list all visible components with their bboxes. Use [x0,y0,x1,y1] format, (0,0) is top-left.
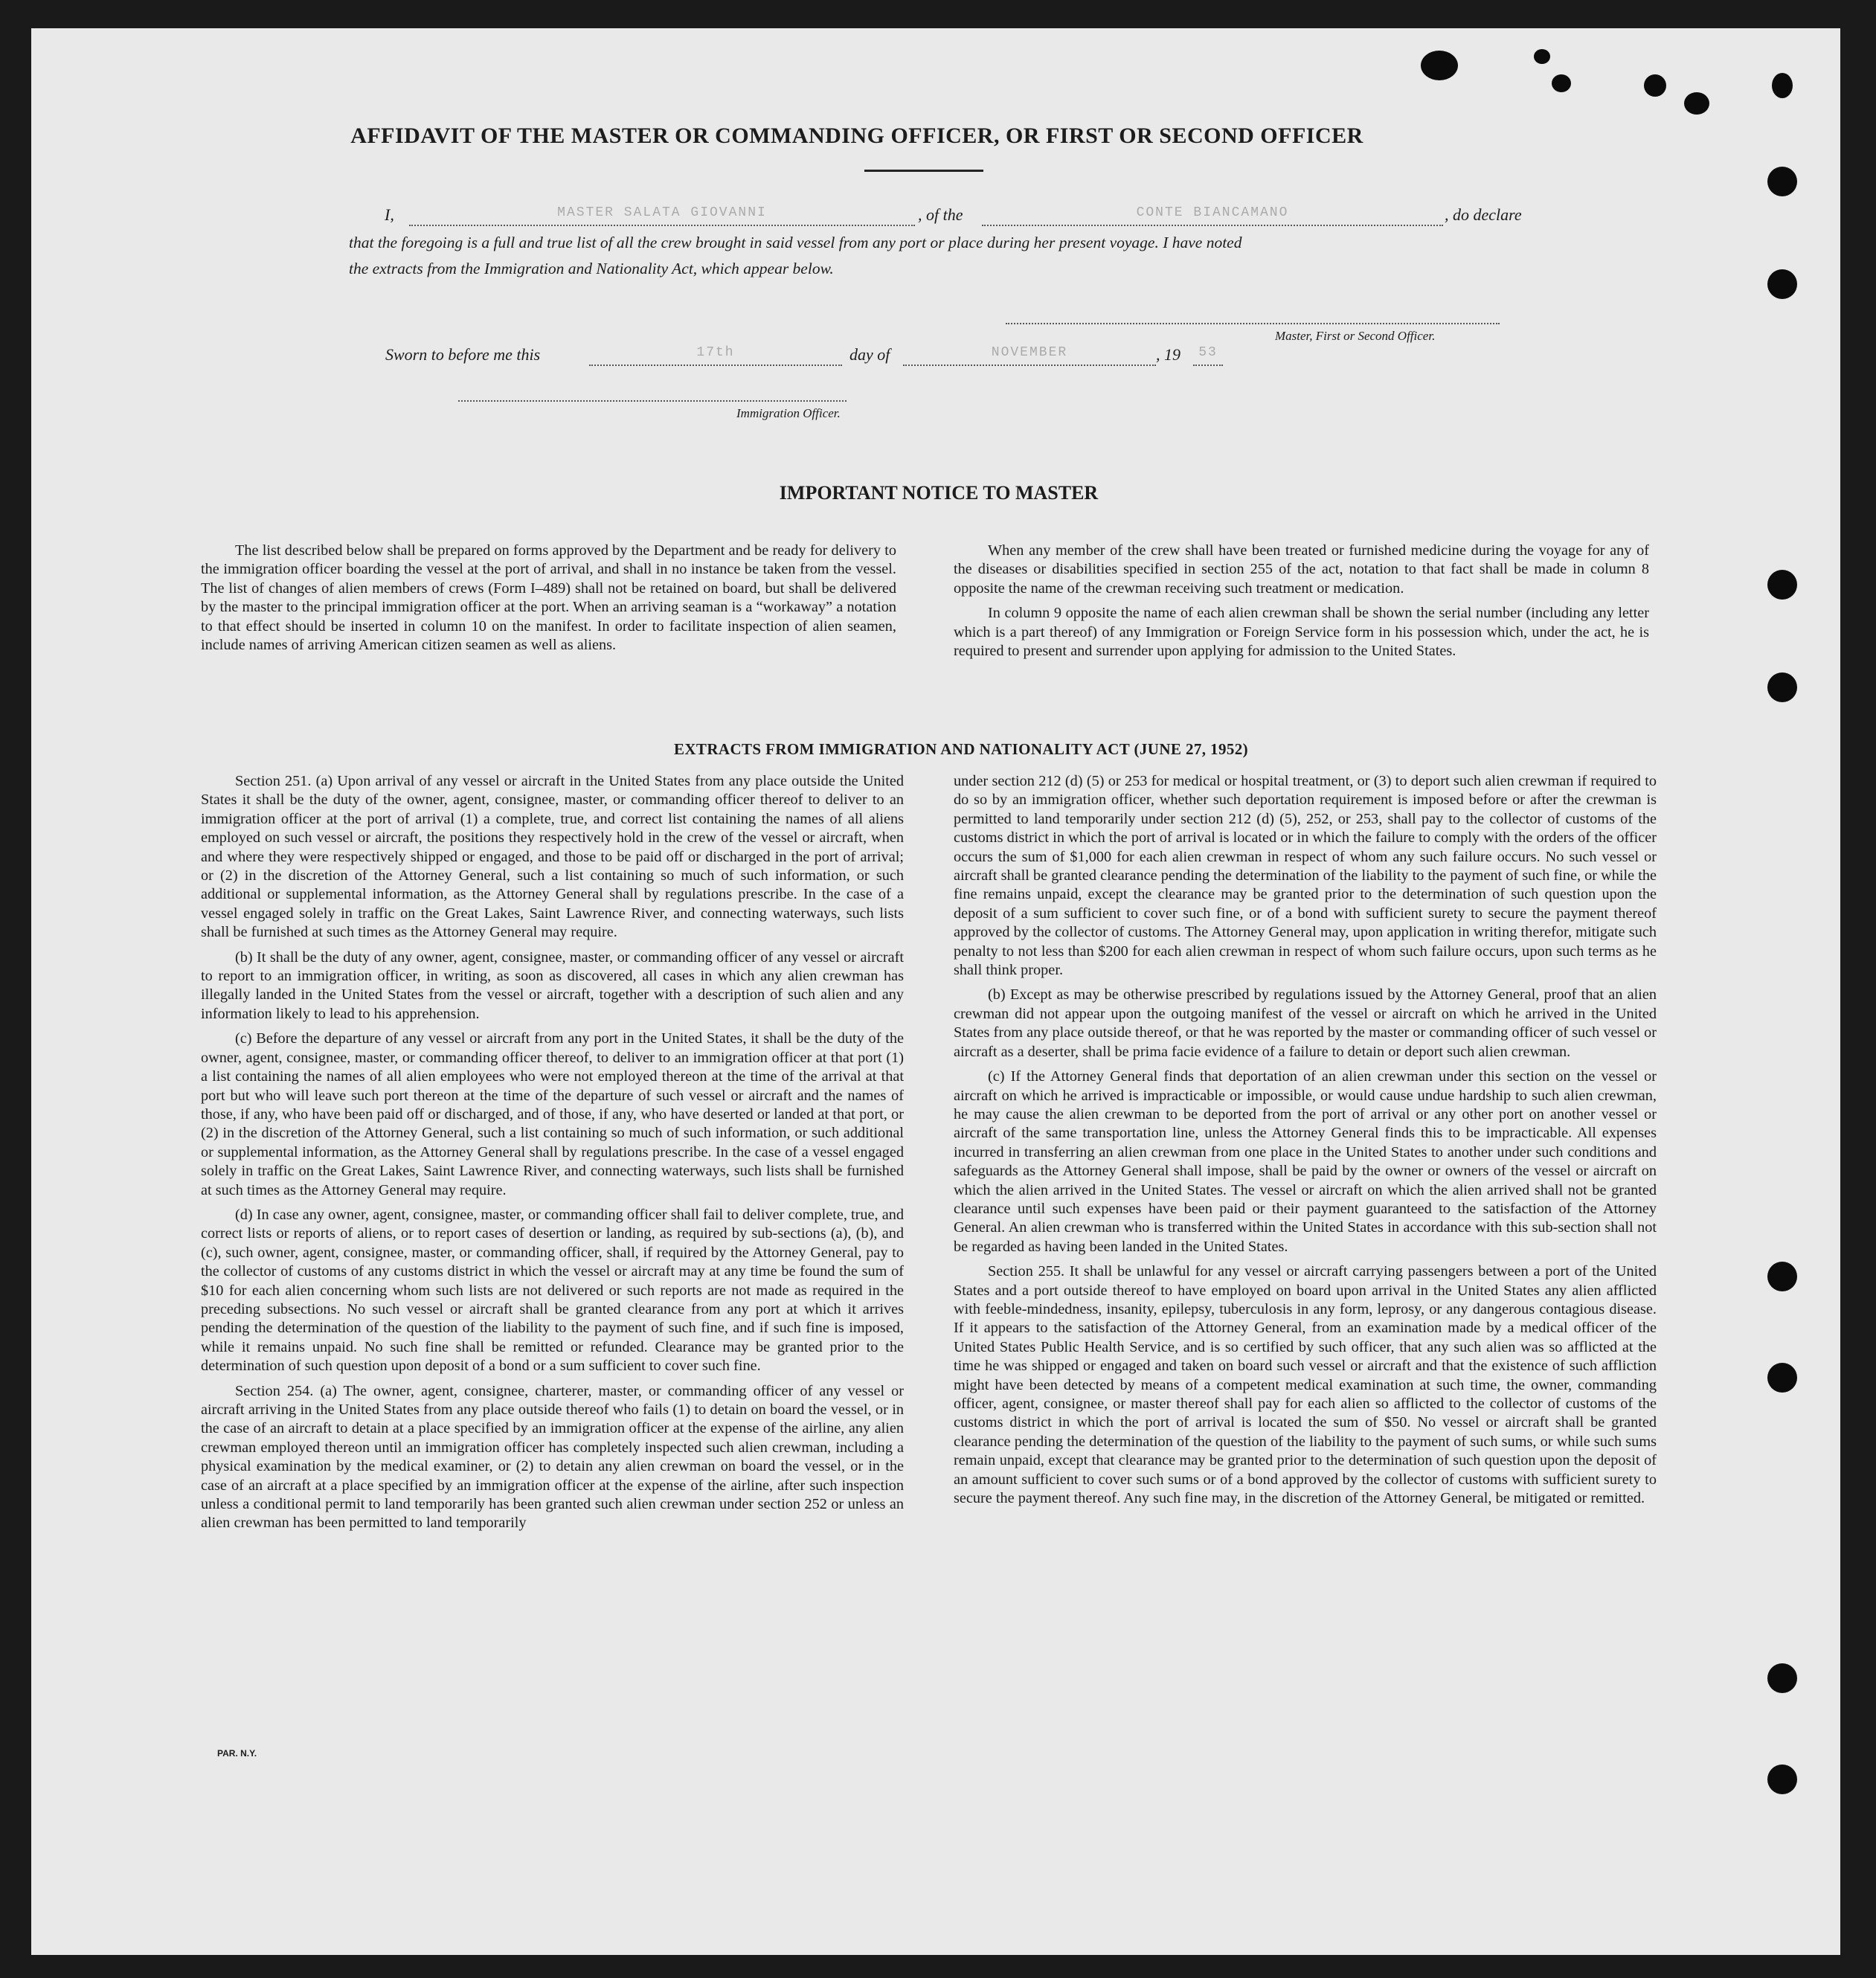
notice-right-paragraph-1: When any member of the crew shall have been treated or furnished medicine during the voyage for any of the diseases or disabilities specified in section 255 of the act, notation to that fact shall be made in column 8 opposite the name of the crewman receiving such treatment or medication. [954,542,1649,597]
sworn-label: Sworn to before me this [385,345,541,364]
section-254c: (c) If the Attorney General finds that deportation of an alien crewman under this section on the vessel or aircraft on which he arrived is impracticable or impossible, or would cause undue hardship to such alien crewman, he may cause the alien crewman to be deported from the port of arrival or any other port on another vessel or aircraft of the same transportation line, unless the Attorney General finds this to be impracticable. All expenses incurred in transferring an alien crewman from one place in the United States to another under such conditions and safeguards as the Attorney General shall impose, shall be paid by the owner or owners of the vessel or aircraft on which the alien arrived in the United States. The vessel or aircraft on which the alien arrived shall not be granted clearance until such expenses have been paid or their payment guaranteed to the satisfaction of the Attorney General. An alien crewman who is transferred within the United States in accordance with this sub-section shall not be regarded as having been landed in the United States. [954,1068,1657,1255]
year-label: , 19 [1156,345,1180,364]
vessel-name-field: CONTE BIANCAMANO [982,205,1443,226]
section-254a: Section 254. (a) The owner, agent, consignee, charterer, master, or commanding officer of any vessel or aircraft arriving in the United States from any place outside thereof who fails (1) to detain on board the vessel, or in the case of an aircraft to detain at a place specified by an immigration officer at the expense of the airline, any alien crewman employed thereon until an immigration officer has completely inspected such alien crewman, including a physical examination by the medical examiner, or (2) to detain any alien crewman on board the vessel, or in the case of an aircraft at a place specified by an immigration officer at the expense of the airline, after such inspection unless a conditional permit to land temporarily has been granted such alien crewman under section 252 or unless an alien crewman has been permitted to land temporarily [201,1382,904,1532]
ink-blot [1644,74,1666,97]
officer-signature-line [458,399,847,402]
ink-blot [1772,73,1793,98]
notice-right-paragraph-2: In column 9 opposite the name of each alien crewman shall be shown the serial number (including any letter which is a part thereof) of any Immigration or Foreign Service form in his possession which, under the act, he is required to present and surrender upon applying for admission to the United States. [954,605,1649,660]
punch-hole [1767,1765,1797,1794]
officer-signature-caption: Immigration Officer. [736,406,841,420]
punch-hole [1767,672,1797,702]
section-251a: Section 251. (a) Upon arrival of any vessel or aircraft in the United States from any place outside the United States it shall be the duty of the owner, agent, consignee, master, or commanding officer thereof to deliver to an immigration officer at the port of arrival (1) a complete, true, and correct list containing the names of all aliens employed on such vessel or aircraft, the positions they respectively hold in the crew of the vessel or aircraft, when and where they were respectively shipped or engaged, and those to be paid off or discharged in the port of arrival; or (2) in the discretion of the Attorney General, such a list containing so much of such information, or such additional or supplemental information, as the Attorney General shall by regulations prescribe. In the case of a vessel engaged solely in traffic on the Great Lakes, Saint Lawrence River, and connecting waterways, such lists shall be furnished at such times as the Attorney General may require. [201,773,904,941]
master-name-field: MASTER SALATA GIOVANNI [409,205,915,226]
ink-blot [1421,51,1458,80]
do-declare-label: , do declare [1445,205,1522,224]
title-divider [864,170,983,172]
line1-prefix: I, [385,205,394,224]
extracts-title: EXTRACTS FROM IMMIGRATION AND NATIONALITY ACT (JUNE 27, 1952) [673,740,1249,758]
document-page [31,28,1840,1955]
notice-title: IMPORTANT NOTICE TO MASTER [779,482,1099,504]
affidavit-title: AFFIDAVIT OF THE MASTER OR COMMANDING OFFICER, OR FIRST OR SECOND OFFICER [350,123,1363,148]
section-251d: (d) In case any owner, agent, consignee, master, or commanding officer shall fail to deliver complete, true, and correct lists or reports of aliens, or to report cases of desertion or landing, as required by sub-sections (a), (b), and (c), such owner, agent, consignee, master, or commanding officer, shall, if required by the Attorney General, pay to the collector of customs of any customs district in which the vessel or aircraft may at any time be found the sum of $10 for each alien concerning whom such lists are not delivered or such reports are not made as required in the preceding subsections. No such vessel or aircraft shall be granted clearance from any port at which it arrives pending the determination of the question of the liability to the payment of such fine, and if such fine is imposed, while it remains unpaid. No such fine shall be remitted or refunded. Clearance may be granted prior to the determination of such question upon deposit of a bond or a sum sufficient to cover such fine. [201,1206,904,1375]
extracts-left-column [201,772,904,1533]
punch-hole [1767,1363,1797,1393]
day-of-label: day of [849,345,890,364]
affidavit-line-2: that the foregoing is a full and true list of all the crew brought in said vessel from any port or place during her present voyage. I have noted [349,234,1242,251]
section-251c: (c) Before the departure of any vessel or aircraft from any port in the United States, it shall be the duty of the owner, agent, consignee, master, or commanding officer thereof, to deliver to an immigration officer at that port (1) a list containing the names of all alien employees who were not employed thereon at the time of the arrival at that port but who will leave such port thereon at the time of the departure of such vessel or aircraft and the names of those, if any, who have been paid off or discharged, and of those, if any, who have deserted or landed at that port, or (2) in the discretion of the Attorney General, such a list containing so much of such information, or such additional or supplemental information, as the Attorney General shall by regulations prescribe. In the case of a vessel engaged solely in traffic on the Great Lakes, Saint Lawrence River, and connecting waterways, such lists shall be furnished at such times as the Attorney General may require. [201,1030,904,1198]
ink-blot [1534,49,1550,64]
master-signature-line [1006,321,1500,324]
master-signature-caption: Master, First or Second Officer. [1275,329,1436,343]
form-code: PAR. N.Y. [217,1748,257,1759]
punch-hole [1767,167,1797,196]
ink-blot [1684,92,1709,115]
section-251b: (b) It shall be the duty of any owner, agent, consignee, master, or commanding officer of any vessel or aircraft to report to an immigration officer, in writing, as soon as discovered, all cases in which any alien crewman has illegally landed in the United States from the vessel or aircraft, together with a description of such alien and any information likely to lead to his apprehension. [201,948,904,1022]
punch-hole [1767,1262,1797,1291]
notice-right-column [954,542,1649,661]
affidavit-line-3: the extracts from the Immigration and Nationality Act, which appear below. [349,260,834,277]
extracts-right-column [954,772,1657,1508]
punch-hole [1767,269,1797,299]
ink-blot [1552,74,1571,92]
year-field: 53 [1193,345,1223,366]
punch-hole [1767,1663,1797,1693]
notice-left-column [201,542,896,655]
section-255: Section 255. It shall be unlawful for any vessel or aircraft carrying passengers between a port of the United States and a port outside thereof to have employed on board upon arrival in the United States any alien afflicted with feeble-mindedness, insanity, epilepsy, tuberculosis in any form, leprosy, or any dangerous contagious disease. If it appears to the satisfaction of the Attorney General, from an examination made by a medical officer of the United States Public Health Service, and is so certified by such officer, that any such alien was so afflicted at the time he was shipped or engaged and taken on board such vessel or aircraft and that the existence of such affliction might have been detected by means of a competent medical examination at such time, the owner, commanding officer, agent, consignee, or master thereof shall pay for each alien so afflicted to the collector of customs of the customs district in which the port of arrival is located the sum of $50. No vessel or aircraft shall be granted clearance pending the determination of the question of the liability to the payment of such sums, or while such sums remain unpaid, except that clearance may be granted prior to the determination of such question upon the deposit of an amount sufficient to cover such sums or of a bond approved by the collector of customs with sufficient surety to secure the payment thereof. Any such fine may, in the discretion of the Attorney General, be mitigated or remitted. [954,1263,1657,1507]
sworn-day-field: 17th [589,345,842,366]
punch-hole [1767,570,1797,600]
section-254a-continued: under section 212 (d) (5) or 253 for medical or hospital treatment, or (3) to deport such alien crewman if required to do so by an immigration officer, whether such deportation requirement is imposed before or after the crewman is permitted to land temporarily under section 212 (d) (5), 252, or 253, shall pay to the collector of customs of the customs district in which the port of arrival is located or in which the failure to comply with the orders of the officer occurs the sum of $1,000 for each alien crewman in respect of whom any such failure occurs. No such vessel or aircraft shall be granted clearance pending the determination of the liability to the payment of such fine, or while the fine remains unpaid, except the clearance may be granted prior to the determination of such question upon the deposit of a sum sufficient to cover such fine, or of a bond with sufficient surety to secure the payment thereof approved by the collector of customs. The Attorney General may, upon application in writing therefor, mitigate such penalty to not less than $200 for each alien crewman in respect of whom such failure occurs, upon such terms as he shall think proper. [954,773,1657,979]
sworn-month-field: NOVEMBER [903,345,1156,366]
of-the-label: , of the [918,205,963,224]
notice-left-paragraph: The list described below shall be prepared on forms approved by the Department and be ready for delivery to the immigration officer boarding the vessel at the port of arrival, and shall in no instance be taken from the vessel. The list of changes of alien members of crews (Form I–489) shall not be retained on board, but shall be delivered by the master to the principal immigration officer at the port. When an arriving seaman is a “workaway” a notation to that effect should be inserted in column 10 on the manifest. In order to facilitate inspection of alien seamen, include names of arriving American citizen seamen as well as aliens. [201,542,896,654]
section-254b: (b) Except as may be otherwise prescribed by regulations issued by the Attorney General, proof that an alien crewman did not appear upon the outgoing manifest of the vessel or aircraft on which he arrived in the United States from any place outside thereof, or that he was reported by the master or commanding officer of such vessel or aircraft as a deserter, shall be prima facie evidence of a failure to detain or deport such alien crewman. [954,986,1657,1060]
